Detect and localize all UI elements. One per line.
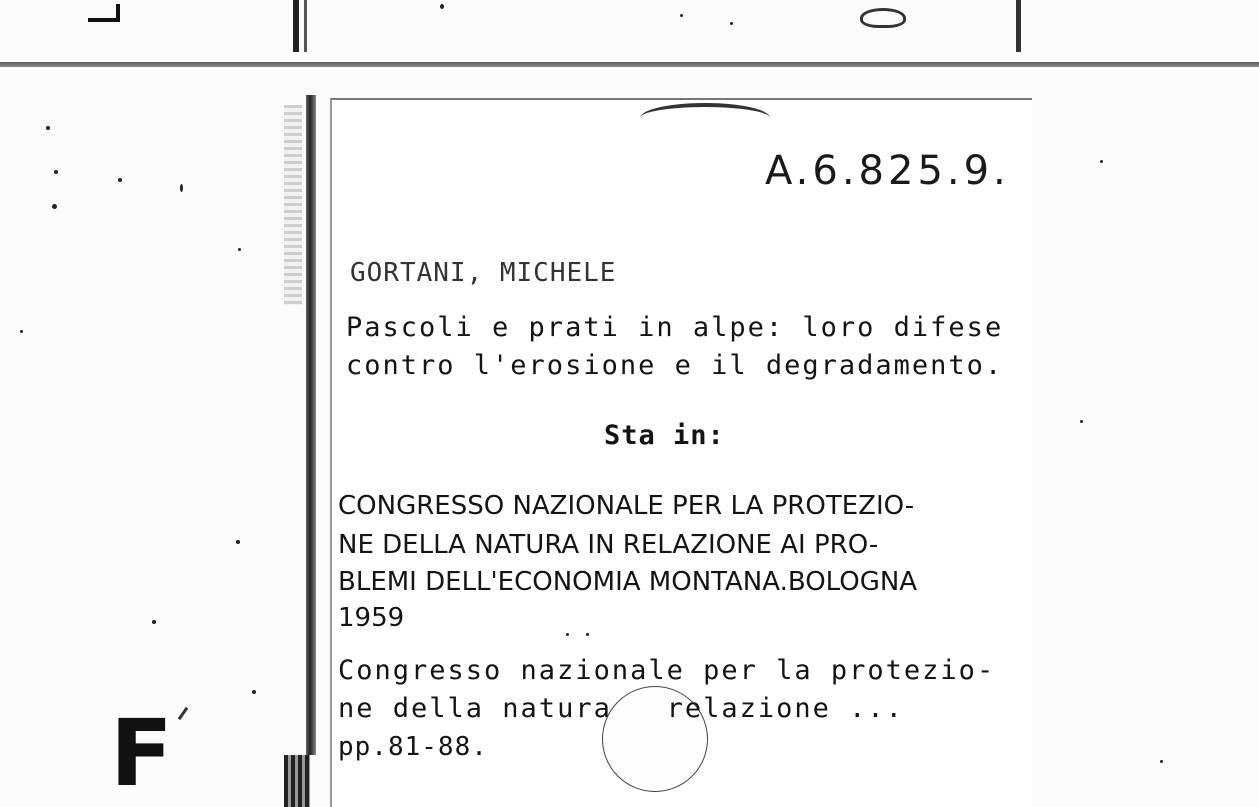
subtitle-line-1: Congresso nazionale per la protezio- [338, 655, 996, 686]
scan-speck [236, 540, 240, 544]
congress-line-1: CONGRESSO NAZIONALE PER LA PROTEZIO- [338, 491, 915, 521]
congress-line-2: NE DELLA NATURA IN RELAZIONE AI PRO- [338, 530, 879, 560]
scan-speck [1100, 160, 1103, 163]
scan-speck [20, 330, 23, 333]
title-line-1: Pascoli e prati in alpe: loro difese [346, 312, 1004, 343]
card-binding-strip [284, 95, 332, 807]
scan-speck [440, 4, 444, 9]
scan-speck [252, 690, 256, 694]
margin-letter: F [110, 700, 173, 807]
title-line-2: contro l'erosione e il degradamento. [346, 350, 1004, 381]
corner-mark [88, 4, 120, 22]
strip-bottom-edge [0, 62, 1259, 67]
contained-in-label: Sta in: [604, 420, 725, 451]
author: GORTANI, MICHELE [350, 258, 617, 288]
scan-speck [566, 633, 569, 636]
strip-divider-right [1016, 0, 1021, 52]
binding-texture [284, 105, 302, 305]
scan-speck [52, 204, 57, 209]
scan-speck [238, 248, 241, 251]
subtitle-line-2: ne della natura relazione ... [338, 693, 904, 724]
card-top-arc [640, 103, 770, 133]
congress-year: 1959 [338, 603, 405, 633]
previous-card-strip [0, 0, 1259, 70]
scan-speck [680, 14, 683, 17]
scan-speck [1080, 420, 1083, 423]
page-range: pp.81-88. [338, 732, 488, 762]
scan-speck [54, 170, 58, 174]
margin-tick [178, 707, 188, 720]
scan-speck [152, 620, 156, 624]
strip-divider-left-inner [304, 0, 307, 52]
binding-foot [284, 755, 310, 807]
scan-speck [1160, 760, 1163, 763]
binding-bar [306, 95, 316, 755]
scan-speck [180, 184, 183, 192]
congress-line-3: BLEMI DELL'ECONOMIA MONTANA.BOLOGNA [338, 567, 918, 597]
strip-divider-left [293, 0, 299, 52]
scan-speck [46, 126, 50, 130]
scan-speck [118, 178, 122, 182]
scan-speck [730, 22, 733, 25]
call-number: A.6.825.9. [765, 148, 1010, 194]
strip-mark [860, 8, 906, 28]
scan-speck [586, 633, 589, 636]
